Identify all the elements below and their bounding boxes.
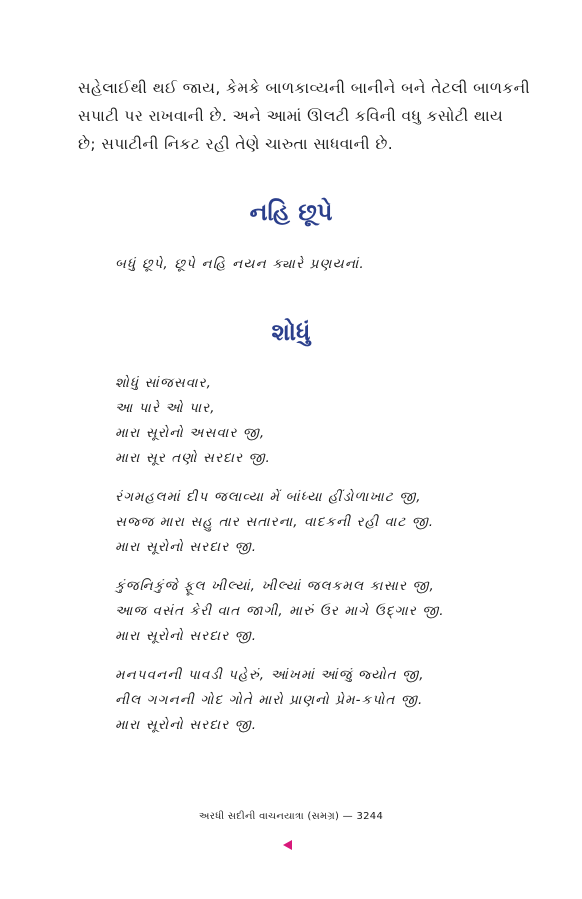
intro-paragraph	[78, 74, 531, 158]
poem-title-nahi-chhupe: નહિ છૂપે	[249, 198, 333, 226]
poem-line: મારા સૂરોનો સરદાર જી.	[115, 717, 258, 733]
intro-line: સહેલાઈથી થઈ જાય, કેમકે બાળકાવ્યની બાનીને બને તેટલી બાળકની	[78, 79, 531, 97]
poem-line: બધું છૂપે, છૂપે નહિ નયન ક્યારે પ્રણયનાં.	[115, 256, 365, 272]
poem-line: રંગમહલમાં દીપ જલાવ્યા મેં બાંધ્યા હીંડોળાખાટ જી,	[115, 489, 422, 505]
poem-line: મનપવનની પાવડી પહેરું, આંખમાં આંજું જ્યોત જી,	[115, 667, 425, 683]
stanza	[115, 371, 535, 471]
poem-line: મારા સૂર તણો સરદાર જી.	[115, 450, 271, 466]
stanza	[115, 663, 535, 738]
stanza	[115, 574, 535, 649]
page-footer: અરધી સદીની વાચનયાત્રા (સમગ્ર) — 3244	[198, 811, 384, 822]
poem-title-shodhu: શોધું	[271, 318, 311, 346]
poem-line: નીલ ગગનની ગોદ ગોતે મારો પ્રાણનો પ્રેમ-કપોત જી.	[115, 692, 424, 708]
poem-line: મારા સૂરોનો સરદાર જી.	[115, 539, 258, 555]
poem-body	[115, 371, 535, 752]
left-triangle-icon[interactable]	[283, 840, 292, 850]
stanza	[115, 485, 535, 560]
poem-line: શોધું સાંજસવાર,	[115, 375, 213, 391]
poem-line: આજ વસંત કેરી વાત જાગી, મારું ઉર માગે ઉદ્‌ગાર જી.	[115, 603, 445, 619]
poem-line: કુંજનિકુંજે ફૂલ ખીલ્યાં, ખીલ્યાં જલકમલ કાસાર જી,	[115, 578, 435, 594]
poem-line: આ પારે ઓ પાર,	[115, 400, 216, 416]
poem-line: સજ્જ મારા સહુ તાર સતારના, વાદકની રહી વાટ જી.	[115, 514, 435, 530]
poem-line: મારા સૂરોનો અસવાર જી,	[115, 425, 266, 441]
poem-line: મારા સૂરોનો સરદાર જી.	[115, 628, 258, 644]
intro-line: છે; સપાટીની નિકટ રહી તેણે ચારુતા સાધવાની છે.	[78, 135, 394, 153]
intro-line: સપાટી પર રાખવાની છે. અને આમાં ઊલટી કવિની વધુ કસોટી થાય	[78, 107, 504, 125]
